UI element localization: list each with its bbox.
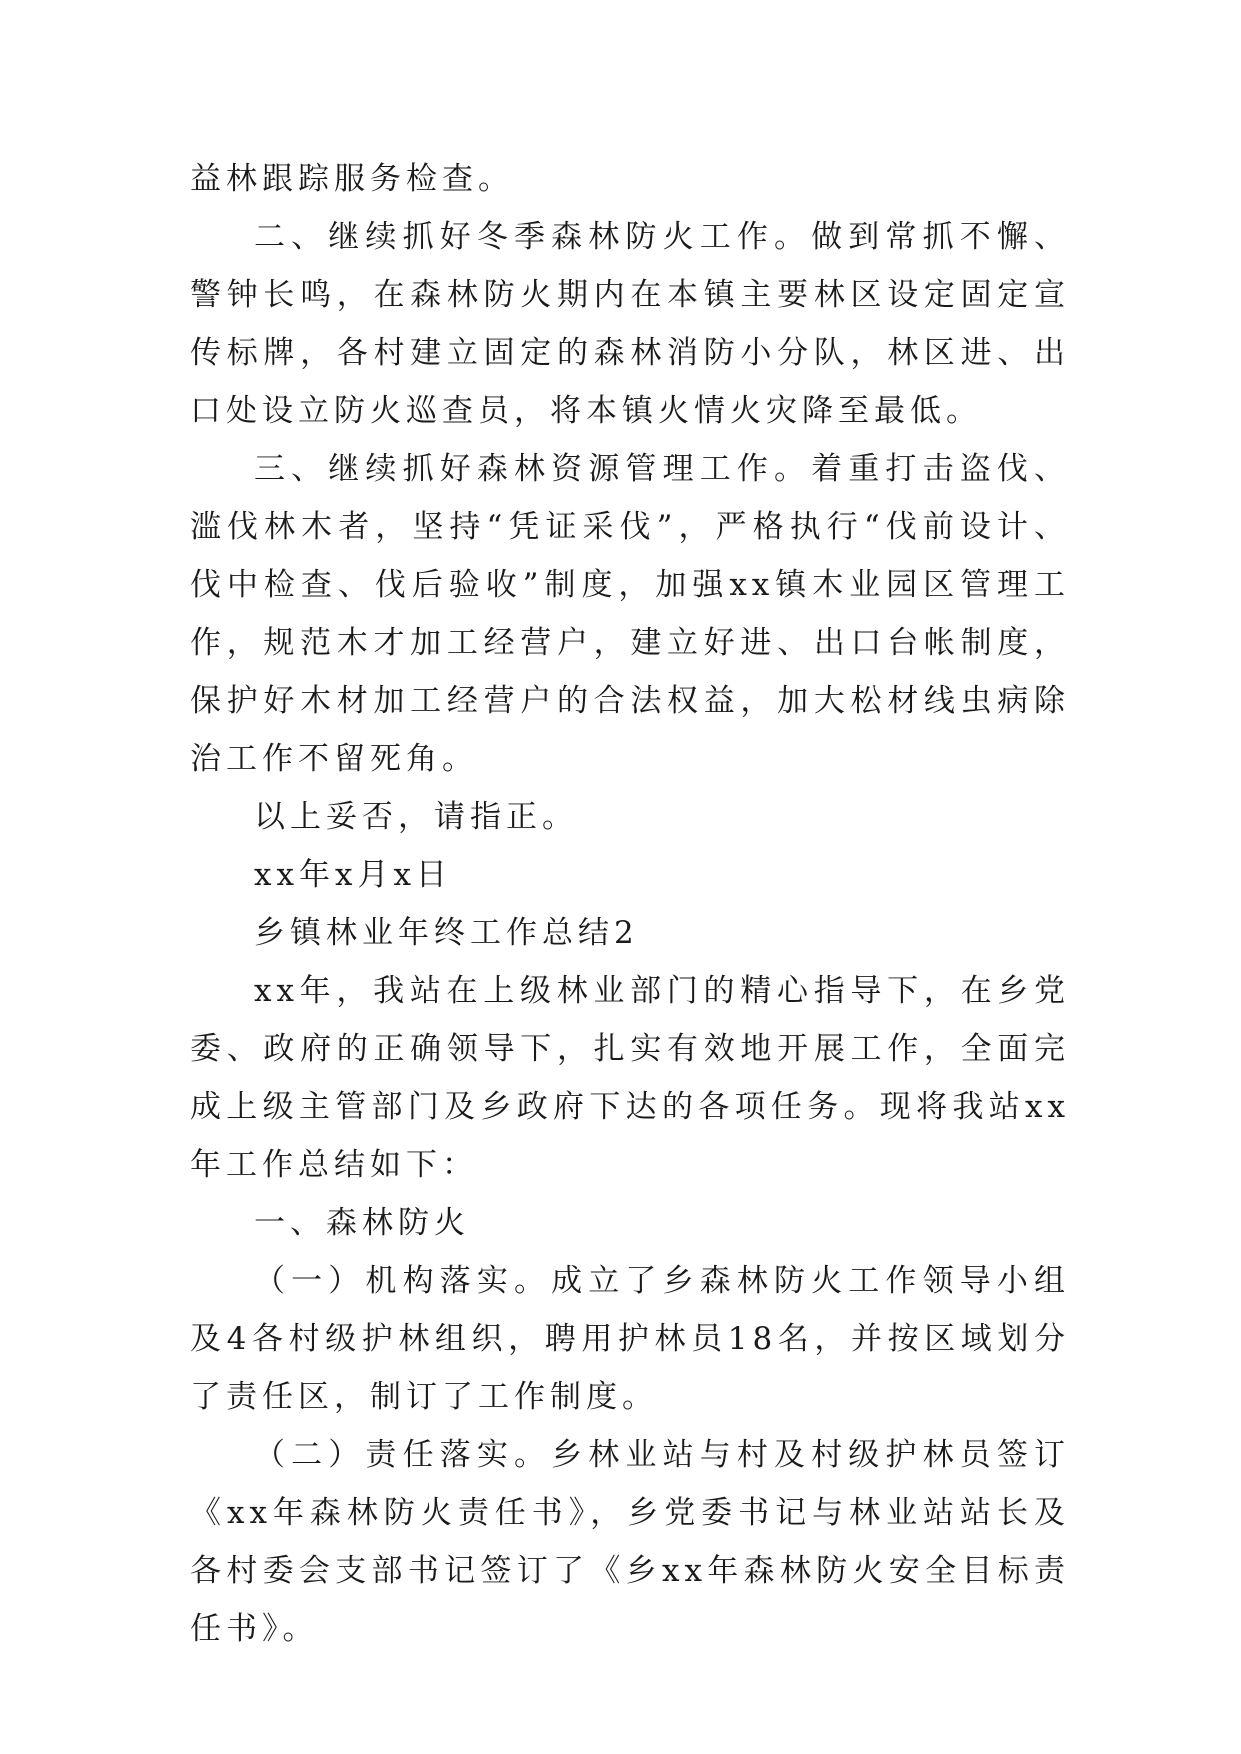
paragraph-responsibility: （二）责任落实。乡林业站与村及村级护林员签订《xx年森林防火责任书》，乡党委书记与林业站站长及各村委会支部书记签订了《乡xx年森林防火安全目标责任书》。 [190, 1437, 1070, 1647]
document-body [190, 150, 1070, 1658]
paragraph-date: xx年x月x日 [254, 857, 452, 893]
paragraph-intro: xx年，我站在上级林业部门的精心指导下，在乡党委、政府的正确领导下，扎实有效地开展工作，全面完成上级主管部门及乡政府下达的各项任务。现将我站xx年工作总结如下： [190, 973, 1070, 1183]
heading-forest-fire-prevention: 一、森林防火 [254, 1205, 470, 1241]
paragraph-forest-resource-management: 三、继续抓好森林资源管理工作。着重打击盗伐、滥伐林木者，坚持“凭证采伐”，严格执行“伐前设计、伐中检查、伐后验收”制度，加强xx镇木业园区管理工作，规范木才加工经营户，建立好进、出口台帐制度，保护好木材加工经营户的合法权益，加大松材线虫病除治工作不留死角。 [190, 451, 1070, 777]
paragraph-winter-fire-prevention: 二、继续抓好冬季森林防火工作。做到常抓不懈、警钟长鸣，在森林防火期内在本镇主要林区设定固定宣传标牌，各村建立固定的森林消防小分队，林区进、出口处设立防火巡查员，将本镇火情火灾降至最低。 [190, 219, 1070, 429]
section-title: 乡镇林业年终工作总结2 [254, 915, 639, 951]
paragraph-closing-request: 以上妥否，请指正。 [254, 799, 578, 835]
paragraph-organization: （一）机构落实。成立了乡森林防火工作领导小组及4各村级护林组织，聘用护林员18名，并按区域划分了责任区，制订了工作制度。 [190, 1263, 1070, 1415]
paragraph-continuation: 益林跟踪服务检查。 [190, 161, 514, 197]
